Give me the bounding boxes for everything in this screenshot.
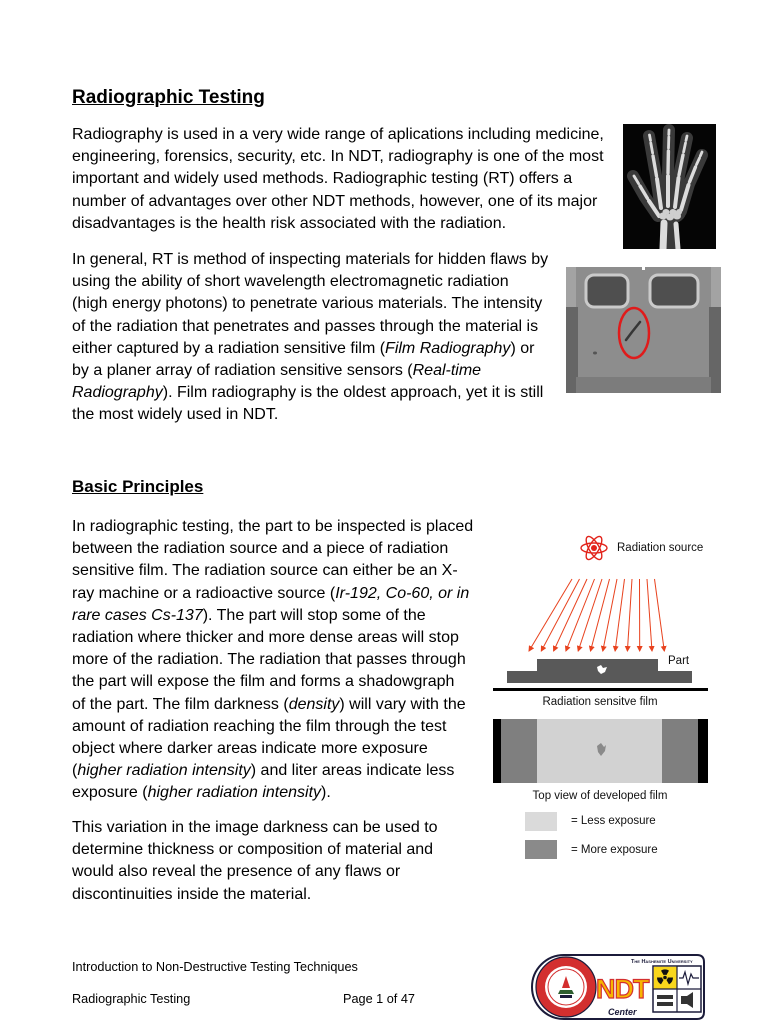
emphasized-text: higher radiation intensity xyxy=(147,784,322,802)
film-line xyxy=(493,688,708,691)
radiation-ray-arrow xyxy=(647,579,652,651)
legend-label-more: = More exposure xyxy=(571,844,658,856)
text-run: amount of radiation reaching the film through the test xyxy=(72,717,447,735)
text-line xyxy=(72,671,473,693)
text-line xyxy=(72,738,473,760)
text-line xyxy=(72,583,473,605)
text-line xyxy=(72,839,438,861)
section-paragraph xyxy=(72,516,473,804)
film-label: Radiation sensitve film xyxy=(542,696,658,708)
text-line xyxy=(72,516,473,538)
text-line xyxy=(72,293,548,315)
text-run: This variation in the image darkness can be used to xyxy=(72,819,438,836)
text-line xyxy=(72,338,548,360)
text-line xyxy=(72,649,473,671)
text-line xyxy=(72,271,548,293)
text-run: disadvantages is the health risk associated with the radiation. xyxy=(72,214,507,232)
emphasized-text: Film Radiography xyxy=(385,339,511,357)
text-line xyxy=(72,605,473,627)
text-line xyxy=(72,316,548,338)
text-line xyxy=(72,191,604,213)
radiation-ray-arrow xyxy=(603,579,617,651)
radiation-ray-arrow xyxy=(655,579,665,651)
text-run: number of advantages over other NDT methods, however, one of its major xyxy=(72,192,598,210)
text-run: Radiography is used in a very wide range of aplications including medicine, xyxy=(72,126,604,143)
footer-page-number: Page 1 of 47 xyxy=(343,992,415,1006)
text-run: exposure ( xyxy=(72,784,148,802)
text-run: engineering, forensics, security, etc. In NDT, radiography is one of the most xyxy=(72,148,604,166)
emphasized-text: rare cases Cs-137 xyxy=(72,606,203,624)
ndt-center-logo xyxy=(530,952,707,1022)
text-run: either captured by a radiation sensitive film ( xyxy=(72,339,386,357)
text-line xyxy=(72,213,604,235)
logo-center-label: Center xyxy=(608,1007,637,1017)
text-run: would also reveal the presence of any flaws or xyxy=(72,863,401,881)
text-run: determine thickness or composition of material and xyxy=(72,841,434,859)
radiation-ray-arrow xyxy=(591,579,610,651)
radiation-source-label: Radiation source xyxy=(617,542,704,554)
text-line xyxy=(72,760,473,782)
logo-ndt-mark: NDT xyxy=(596,974,649,1004)
test-part xyxy=(507,659,692,683)
text-line xyxy=(72,124,604,146)
text-line xyxy=(72,861,438,883)
intro-paragraph xyxy=(72,124,604,235)
text-line xyxy=(72,538,473,560)
radiation-ray-arrow xyxy=(627,579,632,651)
text-run: ray machine or a radioactive source ( xyxy=(72,584,336,602)
text-line xyxy=(72,817,438,839)
text-line xyxy=(72,560,473,582)
radiation-ray-arrow xyxy=(541,579,579,651)
text-run: of the radiation that penetrates and passes through the material is xyxy=(72,317,539,335)
text-run: In radiographic testing, the part to be inspected is placed xyxy=(72,518,474,535)
text-run: ). Film radiography is the oldest approach, yet it is still xyxy=(162,384,544,402)
text-run: ). The part will stop some of the xyxy=(202,606,426,624)
text-run: more of the radiation. The radiation that passes through xyxy=(72,651,466,669)
text-run: using the ability of short wavelength electromagnetic radiation xyxy=(72,273,509,291)
text-run: ) and liter areas indicate less xyxy=(250,762,455,780)
section-paragraph xyxy=(72,817,438,906)
part-radiograph-image xyxy=(566,267,721,393)
text-run: between the radiation source and a piece of radiation xyxy=(72,540,449,558)
atom-icon xyxy=(581,534,607,562)
text-run: of the part. The film darkness ( xyxy=(72,695,289,713)
hand-xray-image xyxy=(623,124,716,249)
part-label: Part xyxy=(668,655,690,667)
radiography-principle-diagram xyxy=(490,528,715,868)
radiation-ray-arrow xyxy=(529,579,572,651)
text-run: object where darker areas indicate more exposure xyxy=(72,739,428,757)
text-run: ). xyxy=(321,784,331,802)
radiation-ray-arrow xyxy=(615,579,624,651)
emphasized-text: Radiography xyxy=(72,384,163,402)
text-run: (high energy photons) to penetrate various materials. The intensity xyxy=(72,295,543,313)
footer-course-title: Introduction to Non-Destructive Testing Techniques xyxy=(72,960,358,974)
text-line xyxy=(72,716,473,738)
text-run: by a planer array of radiation sensitive sensors ( xyxy=(72,361,413,379)
developed-film xyxy=(493,719,708,783)
text-line xyxy=(72,168,604,190)
legend-swatch-less xyxy=(525,812,557,831)
section-heading: Basic Principles xyxy=(72,477,204,496)
text-run: the part will expose the film and forms a shadowgraph xyxy=(72,673,455,691)
text-run: discontinuities inside the material. xyxy=(72,885,312,903)
text-run: sensitive film. The radiation source can either be an X- xyxy=(72,562,458,580)
emphasized-text: Ir-192, Co-60, or in xyxy=(335,584,470,602)
legend-swatch-more xyxy=(525,840,557,859)
text-line xyxy=(72,249,548,271)
page-title: Radiographic Testing xyxy=(72,87,265,108)
intro-paragraph xyxy=(72,249,548,427)
text-run: ) will vary with the xyxy=(339,695,466,713)
emphasized-text: density xyxy=(288,695,340,713)
text-line xyxy=(72,404,548,426)
text-run: radiation where thicker and more dense areas will stop xyxy=(72,628,459,646)
university-seal xyxy=(536,957,596,1017)
text-line xyxy=(72,782,473,804)
text-run: ) or xyxy=(510,339,535,357)
footer-chapter: Radiographic Testing xyxy=(72,992,191,1006)
text-line xyxy=(72,382,548,404)
text-line xyxy=(72,627,473,649)
logo-icon-grid xyxy=(653,966,701,1012)
logo-university-name: The Hashemite University xyxy=(631,959,693,965)
developed-film-caption: Top view of developed film xyxy=(532,790,668,802)
text-run: In general, RT is method of inspecting materials for hidden flaws by xyxy=(72,251,549,268)
text-line xyxy=(72,146,604,168)
text-run: ( xyxy=(72,762,78,780)
text-run: important and widely used methods. Radiographic testing (RT) offers a xyxy=(72,170,573,188)
emphasized-text: higher radiation intensity xyxy=(77,762,251,780)
text-line xyxy=(72,360,548,382)
text-line xyxy=(72,884,438,906)
text-line xyxy=(72,694,473,716)
text-run: the most widely used in NDT. xyxy=(72,406,279,424)
legend-label-less: = Less exposure xyxy=(571,815,656,827)
emphasized-text: Real-time xyxy=(412,361,482,379)
